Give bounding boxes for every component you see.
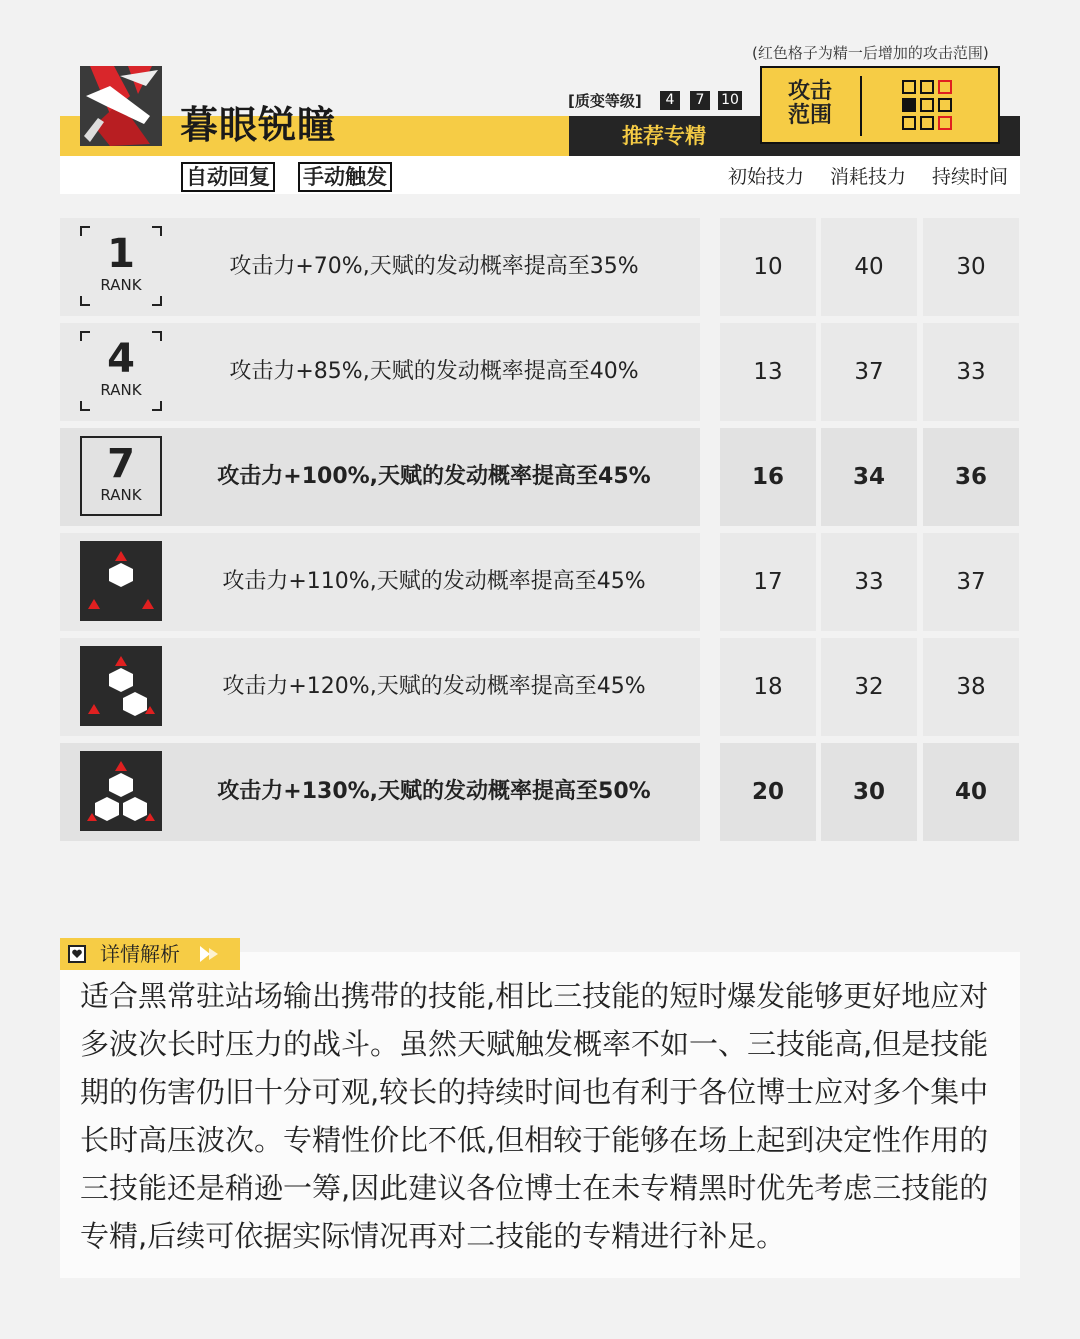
row-description: 攻击力+120%,天赋的发动概率提高至45%	[222, 674, 646, 699]
row-initial-sp: 18	[753, 674, 783, 700]
row-description: 攻击力+85%,天赋的发动概率提高至40%	[229, 359, 639, 384]
level-badge-10: 10	[718, 91, 742, 110]
row-sp-cost: 32	[854, 674, 884, 700]
rank-number: 1	[107, 231, 135, 277]
row-description: 攻击力+100%,天赋的发动概率提高至45%	[217, 464, 651, 489]
skill-name: 暮眼锐瞳	[180, 102, 337, 147]
column-sp-cost: 消耗技力	[830, 166, 907, 188]
column-initial-sp: 初始技力	[728, 166, 805, 188]
tag-auto-recover: 自动回复	[181, 162, 275, 192]
row-initial-sp: 13	[753, 359, 783, 385]
row-sp-cost: 30	[852, 779, 885, 805]
row-duration: 38	[956, 674, 986, 700]
heart-icon	[68, 945, 86, 963]
attack-range-box	[760, 66, 1000, 144]
level-label: [质变等级]	[568, 92, 642, 110]
row-duration: 40	[954, 779, 987, 805]
row-initial-sp: 20	[751, 779, 784, 805]
level-badge-4: 4	[660, 91, 680, 110]
range-note: (红色格子为精一后增加的攻击范围)	[752, 44, 989, 62]
rank-1-icon	[80, 226, 162, 306]
rank-number: 4	[107, 336, 135, 382]
row-initial-sp: 16	[751, 464, 784, 490]
row-description: 攻击力+130%,天赋的发动概率提高至50%	[217, 779, 651, 804]
row-sp-cost: 40	[854, 254, 884, 280]
range-divider	[860, 76, 862, 136]
rank-4-icon	[80, 331, 162, 411]
range-title: 攻击范围	[787, 79, 832, 128]
recommend-label: 推荐专精	[622, 124, 706, 148]
row-duration: 36	[954, 464, 987, 490]
rank-label: RANK	[100, 486, 142, 504]
mastery-3-icon	[80, 751, 162, 831]
row-duration: 37	[956, 569, 986, 595]
row-initial-sp: 10	[753, 254, 783, 280]
detail-label: 详情解析	[100, 942, 180, 966]
rank-label: RANK	[100, 381, 142, 399]
mastery-2-icon	[80, 646, 162, 726]
rank-number: 7	[107, 441, 135, 487]
mastery-1-icon	[80, 541, 162, 621]
row-duration: 30	[956, 254, 986, 280]
detail-text: 适合黑常驻站场输出携带的技能,相比三技能的短时爆发能够更好地应对多波次长时压力的战斗。虽然天赋触发概率不如一、三技能高,但是技能期的伤害仍旧十分可观,较长的持续时间也有利于各位博士应对多个集中长时高压波次。专精性价比不低,但相较于能够在场上起到决定性作用的三技能还是稍逊一筹,因此建议各位博士在未专精黑时优先考虑三技能的专精,后续可依据实际情况再对二技能的专精进行补足。	[80, 979, 989, 1253]
detail-tab	[60, 938, 240, 970]
row-description: 攻击力+110%,天赋的发动概率提高至45%	[222, 569, 646, 594]
rank-7-icon	[80, 436, 162, 516]
level-badge-7: 7	[690, 91, 710, 110]
skill-icon	[80, 66, 162, 146]
range-grid	[902, 80, 962, 136]
row-sp-cost: 33	[854, 569, 884, 595]
tag-manual-trigger: 手动触发	[298, 162, 392, 192]
play-arrow-icon	[200, 946, 224, 966]
row-sp-cost: 37	[854, 359, 884, 385]
row-description: 攻击力+70%,天赋的发动概率提高至35%	[229, 254, 639, 279]
row-duration: 33	[956, 359, 986, 385]
row-sp-cost: 34	[852, 464, 885, 490]
rank-label: RANK	[100, 276, 142, 294]
column-duration: 持续时间	[932, 166, 1009, 188]
row-initial-sp: 17	[753, 569, 783, 595]
